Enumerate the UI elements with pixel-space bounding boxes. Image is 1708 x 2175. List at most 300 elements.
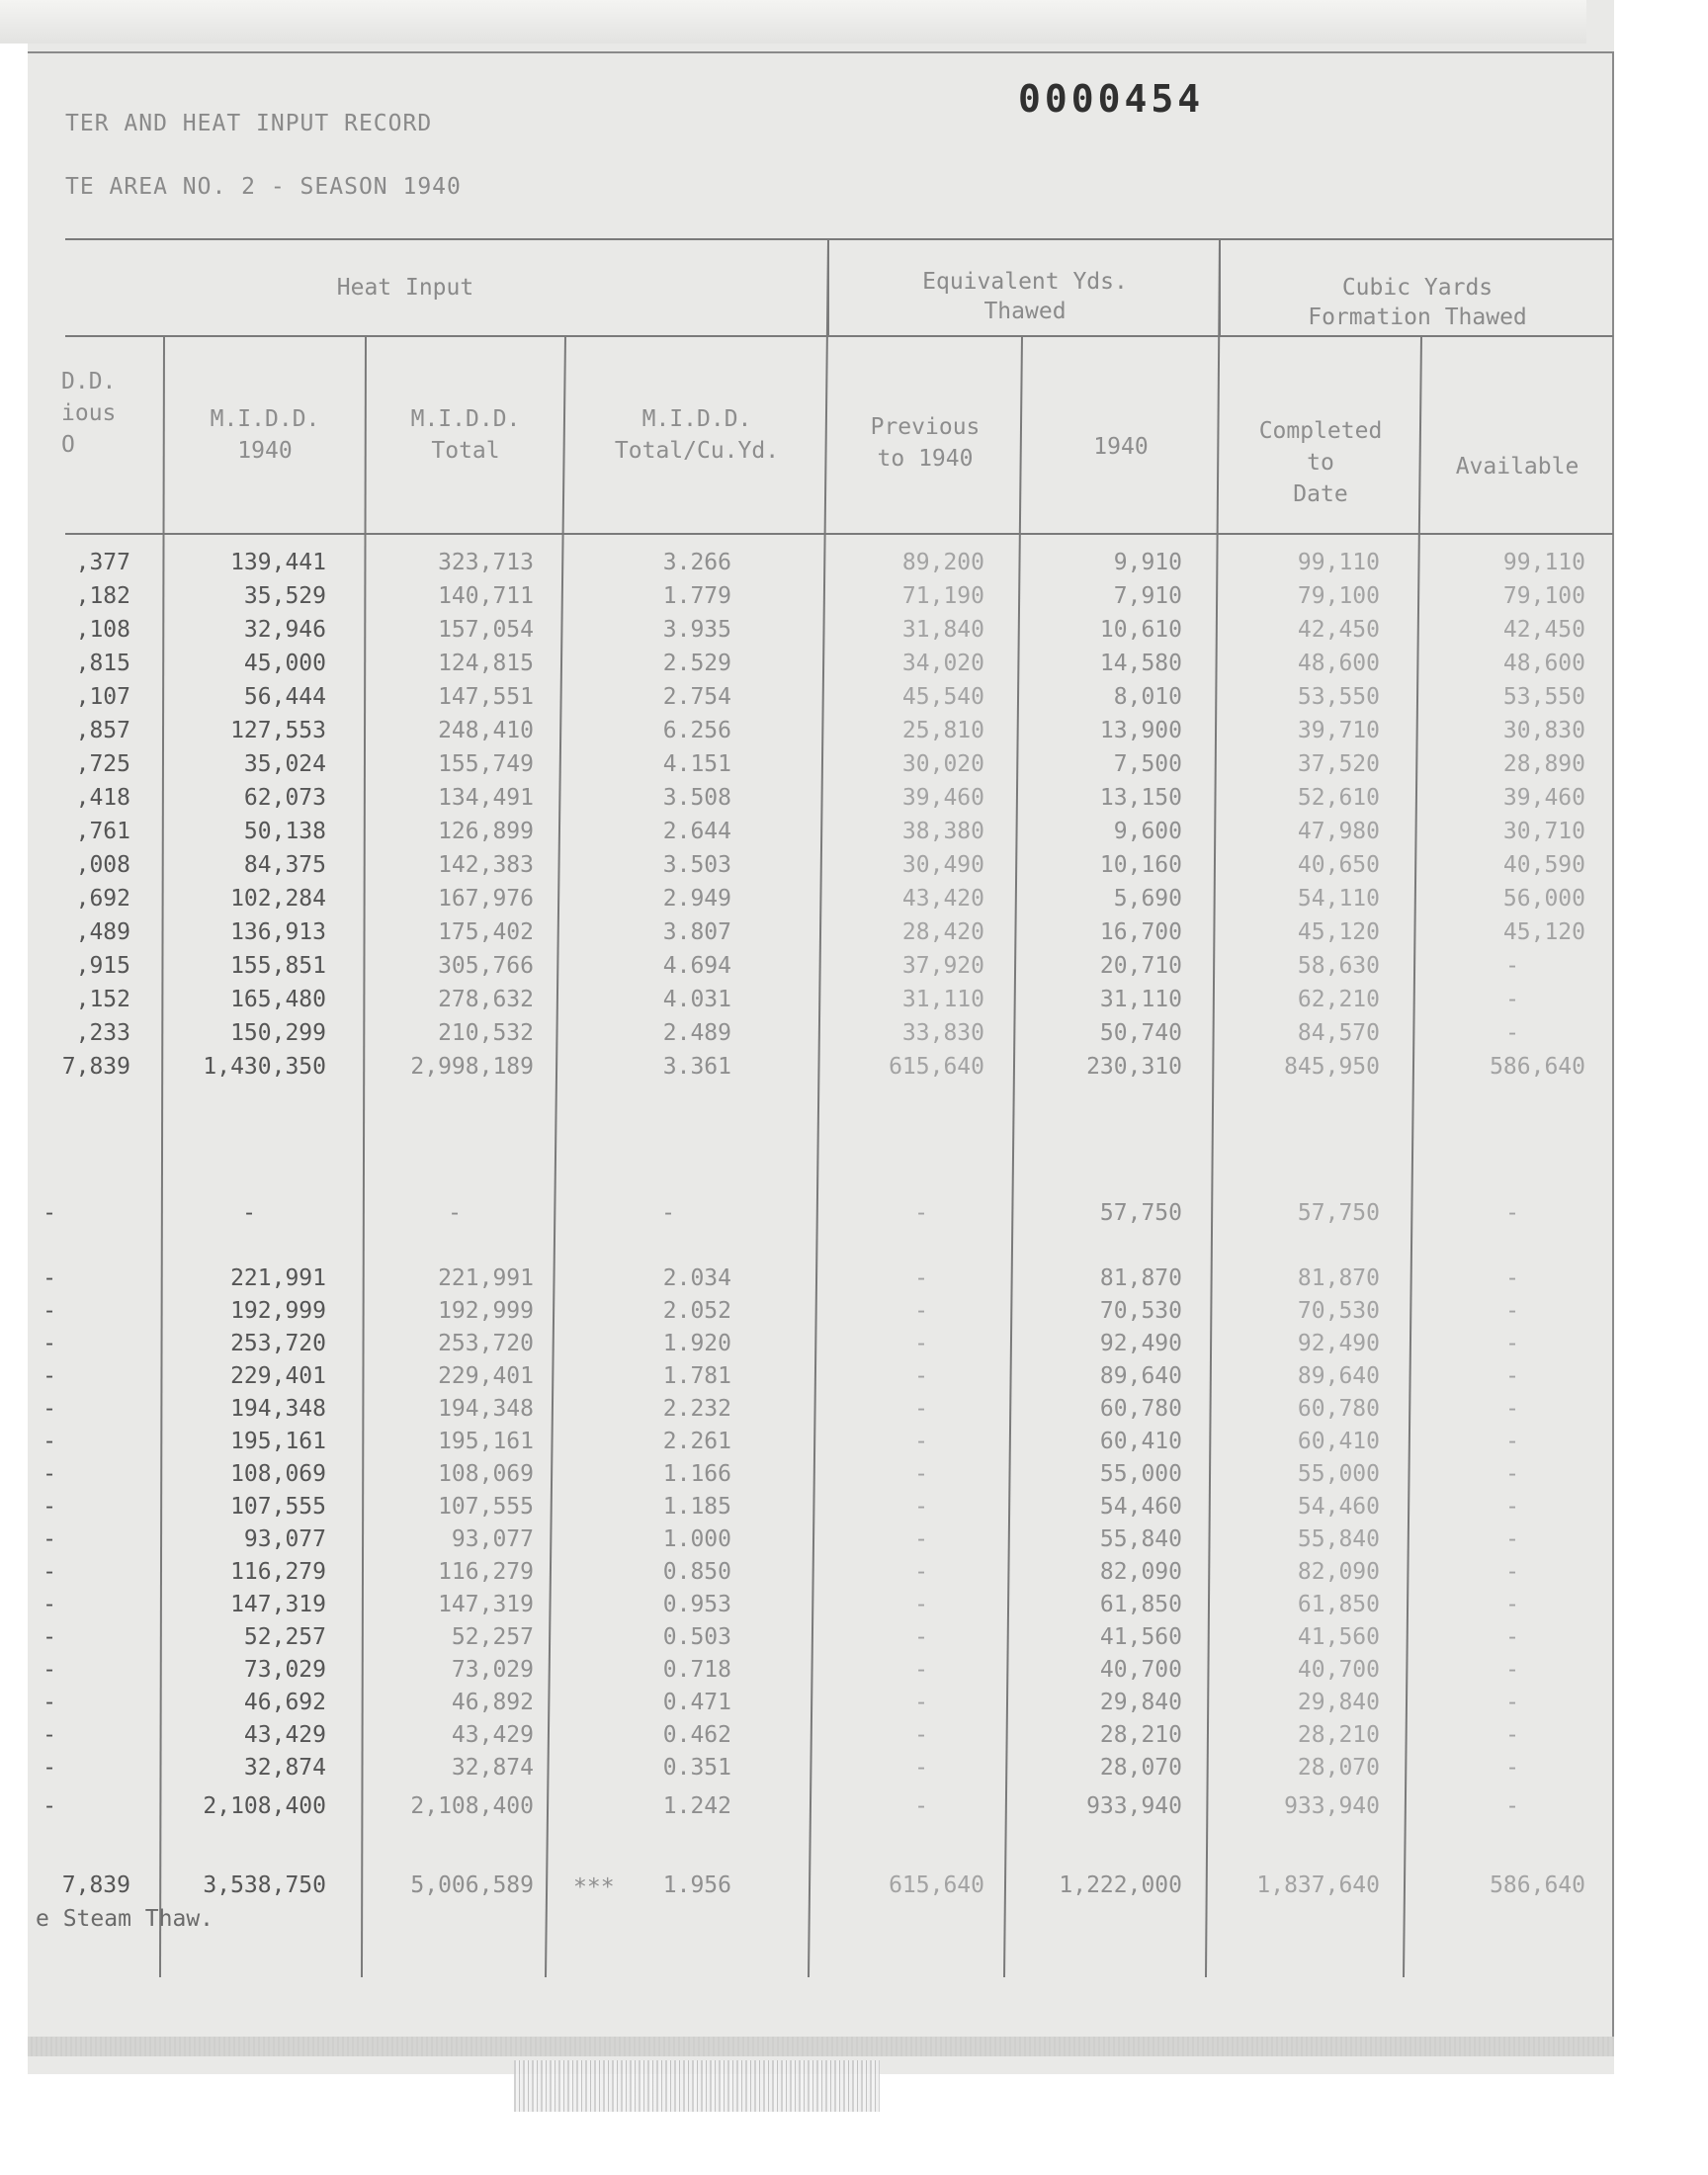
row-b-13-col-4: 0.718 <box>662 1657 731 1683</box>
row-b-7-col-8: - <box>1505 1461 1519 1487</box>
row-a-12-col-3: 175,402 <box>438 919 534 945</box>
subtotal-a-row-col-3: 2,998,189 <box>410 1054 534 1080</box>
row-a-12-col-7: 45,120 <box>1297 919 1380 945</box>
row-a-14-col-1: ,152 <box>75 987 130 1012</box>
row-a-2-col-1: ,182 <box>75 583 130 609</box>
row-b-3-col-7: 92,490 <box>1297 1331 1380 1356</box>
row-a-9-col-3: 126,899 <box>438 819 534 844</box>
row-b-header-col-1: - <box>43 1200 56 1226</box>
row-a-7-col-1: ,725 <box>75 751 130 777</box>
row-b-3-col-3: 253,720 <box>438 1331 534 1356</box>
subtotal-a-row-col-6: 230,310 <box>1086 1054 1182 1080</box>
col-header-previous: D.D. ious O <box>61 369 117 458</box>
subtotal-a-row-col-5: 615,640 <box>889 1054 984 1080</box>
row-a-11-col-8: 56,000 <box>1502 886 1585 912</box>
row-a-1-col-3: 323,713 <box>438 550 534 575</box>
row-a-11-col-1: ,692 <box>75 886 130 912</box>
row-a-10-col-1: ,008 <box>75 852 130 878</box>
row-a-7-col-7: 37,520 <box>1297 751 1380 777</box>
row-a-7-col-4: 4.151 <box>662 751 731 777</box>
row-b-2-col-6: 70,530 <box>1099 1298 1182 1324</box>
row-a-13-col-2: 155,851 <box>230 953 326 979</box>
row-a-10-col-6: 10,160 <box>1099 852 1182 878</box>
row-b-9-col-8: - <box>1505 1526 1519 1552</box>
row-a-4-col-2: 45,000 <box>243 651 326 676</box>
row-b-5-col-7: 60,780 <box>1297 1396 1380 1422</box>
document-number: 0000454 <box>1018 77 1205 121</box>
row-a-11-col-6: 5,690 <box>1113 886 1182 912</box>
col-header-1940: 1940 <box>1093 434 1149 460</box>
subtotal-b-row-col-5: - <box>914 1793 928 1819</box>
row-b-header-col-7: 57,750 <box>1297 1200 1380 1226</box>
row-b-7-col-7: 55,000 <box>1297 1461 1380 1487</box>
row-b-4-col-7: 89,640 <box>1297 1363 1380 1389</box>
row-a-11-col-7: 54,110 <box>1297 886 1380 912</box>
row-b-header-col-6: 57,750 <box>1099 1200 1182 1226</box>
row-a-5-col-8: 53,550 <box>1502 684 1585 710</box>
col-header-mi-per-yard: M.I.D.D. Total/Cu.Yd. <box>614 406 780 464</box>
row-b-13-col-5: - <box>914 1657 928 1683</box>
row-b-16-col-2: 32,874 <box>243 1755 326 1781</box>
row-a-1-col-7: 99,110 <box>1297 550 1380 575</box>
row-a-7-col-8: 28,890 <box>1502 751 1585 777</box>
row-a-15-col-4: 2.489 <box>662 1020 731 1046</box>
row-b-16-col-4: 0.351 <box>662 1755 731 1781</box>
row-b-8-col-8: - <box>1505 1494 1519 1520</box>
row-a-5-col-5: 45,540 <box>901 684 984 710</box>
row-b-8-col-4: 1.185 <box>662 1494 731 1520</box>
row-a-1-col-6: 9,910 <box>1113 550 1182 575</box>
row-b-16-col-1: - <box>43 1755 56 1781</box>
row-b-9-col-4: 1.000 <box>662 1526 731 1552</box>
row-b-header-col-5: - <box>914 1200 928 1226</box>
row-a-3-col-3: 157,054 <box>438 617 534 643</box>
row-a-8-col-3: 134,491 <box>438 785 534 811</box>
group-heat-input: Heat Input <box>336 275 474 301</box>
row-b-5-col-3: 194,348 <box>438 1396 534 1422</box>
row-a-2-col-5: 71,190 <box>901 583 984 609</box>
subtotal-b-row-col-6: 933,940 <box>1086 1793 1182 1819</box>
row-b-14-col-5: - <box>914 1690 928 1715</box>
row-a-4-col-8: 48,600 <box>1502 651 1585 676</box>
grand-total-row-col-2: 3,538,750 <box>203 1872 326 1898</box>
row-b-11-col-5: - <box>914 1592 928 1617</box>
row-b-5-col-4: 2.232 <box>662 1396 731 1422</box>
row-b-13-col-1: - <box>43 1657 56 1683</box>
row-b-9-col-3: 93,077 <box>451 1526 534 1552</box>
row-a-13-col-5: 37,920 <box>901 953 984 979</box>
record-title: TER AND HEAT INPUT RECORD <box>65 111 433 136</box>
grand-total-row-col-8: 586,640 <box>1490 1872 1585 1898</box>
row-b-4-col-2: 229,401 <box>230 1363 326 1389</box>
row-b-1-col-4: 2.034 <box>662 1265 731 1291</box>
row-a-9-col-5: 38,380 <box>901 819 984 844</box>
group-cubic-line-2: Formation Thawed <box>1308 304 1527 330</box>
grand-total-row-col-1: 7,839 <box>61 1872 130 1898</box>
row-a-6-col-2: 127,553 <box>230 718 326 743</box>
row-b-7-col-2: 108,069 <box>230 1461 326 1487</box>
row-a-10-col-3: 142,383 <box>438 852 534 878</box>
row-b-6-col-5: - <box>914 1429 928 1454</box>
row-b-7-col-4: 1.166 <box>662 1461 731 1487</box>
row-b-10-col-2: 116,279 <box>230 1559 326 1585</box>
row-a-10-col-8: 40,590 <box>1502 852 1585 878</box>
row-b-14-col-6: 29,840 <box>1099 1690 1182 1715</box>
row-a-4-col-1: ,815 <box>75 651 130 676</box>
row-b-1-col-6: 81,870 <box>1099 1265 1182 1291</box>
row-a-9-col-1: ,761 <box>75 819 130 844</box>
row-a-9-col-8: 30,710 <box>1502 819 1585 844</box>
row-a-10-col-7: 40,650 <box>1297 852 1380 878</box>
group-equivalent-line-2: Thawed <box>983 299 1067 324</box>
row-b-3-col-5: - <box>914 1331 928 1356</box>
row-b-9-col-1: - <box>43 1526 56 1552</box>
row-a-14-col-8: - <box>1505 987 1519 1012</box>
row-b-11-col-3: 147,319 <box>438 1592 534 1617</box>
row-b-5-col-5: - <box>914 1396 928 1422</box>
row-a-14-col-4: 4.031 <box>662 987 731 1012</box>
row-b-13-col-7: 40,700 <box>1297 1657 1380 1683</box>
row-b-12-col-4: 0.503 <box>662 1624 731 1650</box>
row-b-3-col-8: - <box>1505 1331 1519 1356</box>
row-a-15-col-3: 210,532 <box>438 1020 534 1046</box>
row-b-8-col-3: 107,555 <box>438 1494 534 1520</box>
grand-total-mark: *** <box>573 1874 615 1900</box>
row-a-5-col-3: 147,551 <box>438 684 534 710</box>
row-b-12-col-2: 52,257 <box>243 1624 326 1650</box>
subtotal-b-row-col-4: 1.242 <box>662 1793 731 1819</box>
subtotal-b-row-col-3: 2,108,400 <box>410 1793 534 1819</box>
row-a-11-col-5: 43,420 <box>901 886 984 912</box>
row-a-13-col-7: 58,630 <box>1297 953 1380 979</box>
row-b-10-col-3: 116,279 <box>438 1559 534 1585</box>
row-a-12-col-1: ,489 <box>75 919 130 945</box>
row-b-header-col-8: - <box>1505 1200 1519 1226</box>
subtotal-b-row-col-7: 933,940 <box>1284 1793 1380 1819</box>
bottom-shadow <box>28 2037 1614 2056</box>
row-a-6-col-8: 30,830 <box>1502 718 1585 743</box>
group-cubic-yards <box>1222 273 1613 332</box>
row-b-3-col-2: 253,720 <box>230 1331 326 1356</box>
footnote: e Steam Thaw. <box>36 1906 214 1932</box>
subtotal-a-row-col-7: 845,950 <box>1284 1054 1380 1080</box>
row-b-15-col-1: - <box>43 1722 56 1748</box>
subtotal-a-row-col-1: 7,839 <box>61 1054 130 1080</box>
row-b-10-col-1: - <box>43 1559 56 1585</box>
row-b-11-col-6: 61,850 <box>1099 1592 1182 1617</box>
row-a-1-col-5: 89,200 <box>901 550 984 575</box>
row-b-14-col-1: - <box>43 1690 56 1715</box>
row-a-2-col-4: 1.779 <box>662 583 731 609</box>
row-a-8-col-8: 39,460 <box>1502 785 1585 811</box>
row-a-14-col-2: 165,480 <box>230 987 326 1012</box>
row-b-7-col-6: 55,000 <box>1099 1461 1182 1487</box>
row-b-15-col-8: - <box>1505 1722 1519 1748</box>
row-a-1-col-4: 3.266 <box>662 550 731 575</box>
row-a-7-col-6: 7,500 <box>1113 751 1182 777</box>
row-a-3-col-6: 10,610 <box>1099 617 1182 643</box>
row-b-16-col-8: - <box>1505 1755 1519 1781</box>
row-b-4-col-1: - <box>43 1363 56 1389</box>
record-subtitle: TE AREA NO. 2 - SEASON 1940 <box>65 174 462 200</box>
row-a-2-col-6: 7,910 <box>1113 583 1182 609</box>
row-a-5-col-2: 56,444 <box>243 684 326 710</box>
row-a-13-col-6: 20,710 <box>1099 953 1182 979</box>
row-b-4-col-4: 1.781 <box>662 1363 731 1389</box>
row-a-15-col-6: 50,740 <box>1099 1020 1182 1046</box>
row-b-4-col-6: 89,640 <box>1099 1363 1182 1389</box>
row-b-13-col-3: 73,029 <box>451 1657 534 1683</box>
row-a-5-col-1: ,107 <box>75 684 130 710</box>
row-b-10-col-8: - <box>1505 1559 1519 1585</box>
row-a-9-col-2: 50,138 <box>243 819 326 844</box>
row-b-7-col-5: - <box>914 1461 928 1487</box>
row-b-15-col-6: 28,210 <box>1099 1722 1182 1748</box>
row-b-3-col-1: - <box>43 1331 56 1356</box>
row-b-2-col-2: 192,999 <box>230 1298 326 1324</box>
row-b-1-col-7: 81,870 <box>1297 1265 1380 1291</box>
row-a-9-col-6: 9,600 <box>1113 819 1182 844</box>
row-b-14-col-2: 46,692 <box>243 1690 326 1715</box>
col-header-available: Available <box>1455 454 1580 479</box>
row-b-9-col-2: 93,077 <box>243 1526 326 1552</box>
row-a-14-col-3: 278,632 <box>438 987 534 1012</box>
row-b-11-col-2: 147,319 <box>230 1592 326 1617</box>
row-a-2-col-3: 140,711 <box>438 583 534 609</box>
row-b-4-col-5: - <box>914 1363 928 1389</box>
page-border <box>28 51 1614 2050</box>
row-a-12-col-5: 28,420 <box>901 919 984 945</box>
row-a-15-col-5: 33,830 <box>901 1020 984 1046</box>
row-a-3-col-2: 32,946 <box>243 617 326 643</box>
group-cubic-line-1: Cubic Yards <box>1341 275 1494 301</box>
row-b-13-col-2: 73,029 <box>243 1657 326 1683</box>
col-header-mi-1940: M.I.D.D. 1940 <box>210 406 320 464</box>
row-b-16-col-3: 32,874 <box>451 1755 534 1781</box>
row-b-10-col-4: 0.850 <box>662 1559 731 1585</box>
row-b-11-col-4: 0.953 <box>662 1592 731 1617</box>
col-header-mi-total: M.I.D.D. Total <box>410 406 521 464</box>
row-a-3-col-1: ,108 <box>75 617 130 643</box>
row-b-1-col-1: - <box>43 1265 56 1291</box>
row-a-11-col-4: 2.949 <box>662 886 731 912</box>
row-b-7-col-3: 108,069 <box>438 1461 534 1487</box>
row-a-4-col-7: 48,600 <box>1297 651 1380 676</box>
grand-total-row-col-4: 1.956 <box>662 1872 731 1898</box>
row-b-14-col-8: - <box>1505 1690 1519 1715</box>
row-b-8-col-2: 107,555 <box>230 1494 326 1520</box>
row-a-11-col-3: 167,976 <box>438 886 534 912</box>
row-b-16-col-5: - <box>914 1755 928 1781</box>
row-b-header-col-3: - <box>448 1200 462 1226</box>
row-a-8-col-7: 52,610 <box>1297 785 1380 811</box>
row-b-10-col-6: 82,090 <box>1099 1559 1182 1585</box>
row-b-12-col-1: - <box>43 1624 56 1650</box>
row-b-13-col-8: - <box>1505 1657 1519 1683</box>
row-a-3-col-8: 42,450 <box>1502 617 1585 643</box>
row-b-12-col-6: 41,560 <box>1099 1624 1182 1650</box>
row-a-8-col-1: ,418 <box>75 785 130 811</box>
row-a-9-col-4: 2.644 <box>662 819 731 844</box>
col-header-previous-1940: Previous to 1940 <box>870 414 981 472</box>
row-a-4-col-5: 34,020 <box>901 651 984 676</box>
row-a-12-col-4: 3.807 <box>662 919 731 945</box>
subtotal-b-row-col-8: - <box>1505 1793 1519 1819</box>
row-b-4-col-3: 229,401 <box>438 1363 534 1389</box>
row-a-13-col-1: ,915 <box>75 953 130 979</box>
row-b-11-col-1: - <box>43 1592 56 1617</box>
row-b-8-col-1: - <box>43 1494 56 1520</box>
row-a-5-col-7: 53,550 <box>1297 684 1380 710</box>
row-b-12-col-3: 52,257 <box>451 1624 534 1650</box>
row-a-7-col-5: 30,020 <box>901 751 984 777</box>
row-b-3-col-6: 92,490 <box>1099 1331 1182 1356</box>
row-b-6-col-7: 60,410 <box>1297 1429 1380 1454</box>
group-equivalent-line-1: Equivalent Yds. <box>922 269 1128 295</box>
grand-total-row-col-3: 5,006,589 <box>410 1872 534 1898</box>
row-b-4-col-8: - <box>1505 1363 1519 1389</box>
row-b-9-col-6: 55,840 <box>1099 1526 1182 1552</box>
row-b-15-col-3: 43,429 <box>451 1722 534 1748</box>
row-b-7-col-1: - <box>43 1461 56 1487</box>
row-b-6-col-6: 60,410 <box>1099 1429 1182 1454</box>
row-a-4-col-4: 2.529 <box>662 651 731 676</box>
row-a-6-col-4: 6.256 <box>662 718 731 743</box>
row-b-6-col-2: 195,161 <box>230 1429 326 1454</box>
row-b-1-col-5: - <box>914 1265 928 1291</box>
row-b-2-col-7: 70,530 <box>1297 1298 1380 1324</box>
row-a-12-col-8: 45,120 <box>1502 919 1585 945</box>
row-b-1-col-3: 221,991 <box>438 1265 534 1291</box>
row-b-2-col-3: 192,999 <box>438 1298 534 1324</box>
subtotal-b-row-col-2: 2,108,400 <box>203 1793 326 1819</box>
row-b-5-col-6: 60,780 <box>1099 1396 1182 1422</box>
row-a-8-col-2: 62,073 <box>243 785 326 811</box>
row-a-13-col-3: 305,766 <box>438 953 534 979</box>
row-b-15-col-7: 28,210 <box>1297 1722 1380 1748</box>
row-a-3-col-4: 3.935 <box>662 617 731 643</box>
row-b-2-col-4: 2.052 <box>662 1298 731 1324</box>
grand-total-row-col-5: 615,640 <box>889 1872 984 1898</box>
row-a-12-col-6: 16,700 <box>1099 919 1182 945</box>
row-b-header-col-2: - <box>242 1200 256 1226</box>
row-b-10-col-7: 82,090 <box>1297 1559 1380 1585</box>
row-b-15-col-4: 0.462 <box>662 1722 731 1748</box>
row-a-5-col-4: 2.754 <box>662 684 731 710</box>
row-a-6-col-7: 39,710 <box>1297 718 1380 743</box>
grand-total-row-col-7: 1,837,640 <box>1256 1872 1380 1898</box>
row-a-1-col-8: 99,110 <box>1502 550 1585 575</box>
row-b-3-col-4: 1.920 <box>662 1331 731 1356</box>
paper-fold <box>0 0 1586 44</box>
row-b-11-col-8: - <box>1505 1592 1519 1617</box>
row-a-14-col-6: 31,110 <box>1099 987 1182 1012</box>
row-b-9-col-7: 55,840 <box>1297 1526 1380 1552</box>
row-b-6-col-1: - <box>43 1429 56 1454</box>
row-a-8-col-6: 13,150 <box>1099 785 1182 811</box>
row-a-9-col-7: 47,980 <box>1297 819 1380 844</box>
row-a-10-col-5: 30,490 <box>901 852 984 878</box>
row-a-14-col-7: 62,210 <box>1297 987 1380 1012</box>
row-a-15-col-2: 150,299 <box>230 1020 326 1046</box>
row-a-10-col-4: 3.503 <box>662 852 731 878</box>
row-b-16-col-6: 28,070 <box>1099 1755 1182 1781</box>
row-b-1-col-8: - <box>1505 1265 1519 1291</box>
row-b-14-col-7: 29,840 <box>1297 1690 1380 1715</box>
col-header-completed: Completed to Date <box>1258 418 1383 507</box>
row-b-12-col-7: 41,560 <box>1297 1624 1380 1650</box>
row-b-6-col-3: 195,161 <box>438 1429 534 1454</box>
row-b-12-col-8: - <box>1505 1624 1519 1650</box>
row-a-7-col-3: 155,749 <box>438 751 534 777</box>
row-a-15-col-1: ,233 <box>75 1020 130 1046</box>
row-b-6-col-8: - <box>1505 1429 1519 1454</box>
row-a-12-col-2: 136,913 <box>230 919 326 945</box>
row-a-2-col-8: 79,100 <box>1502 583 1585 609</box>
row-a-15-col-7: 84,570 <box>1297 1020 1380 1046</box>
row-b-10-col-5: - <box>914 1559 928 1585</box>
row-a-5-col-6: 8,010 <box>1113 684 1182 710</box>
row-b-15-col-5: - <box>914 1722 928 1748</box>
row-b-6-col-4: 2.261 <box>662 1429 731 1454</box>
row-b-2-col-1: - <box>43 1298 56 1324</box>
row-a-2-col-7: 79,100 <box>1297 583 1380 609</box>
row-b-2-col-5: - <box>914 1298 928 1324</box>
row-b-5-col-2: 194,348 <box>230 1396 326 1422</box>
subtotal-a-row-col-2: 1,430,350 <box>203 1054 326 1080</box>
row-a-2-col-2: 35,529 <box>243 583 326 609</box>
row-b-8-col-6: 54,460 <box>1099 1494 1182 1520</box>
row-b-14-col-3: 46,892 <box>451 1690 534 1715</box>
row-a-15-col-8: - <box>1505 1020 1519 1046</box>
row-a-6-col-3: 248,410 <box>438 718 534 743</box>
row-a-8-col-4: 3.508 <box>662 785 731 811</box>
row-b-8-col-5: - <box>914 1494 928 1520</box>
row-b-16-col-7: 28,070 <box>1297 1755 1380 1781</box>
row-a-6-col-5: 25,810 <box>901 718 984 743</box>
row-b-8-col-7: 54,460 <box>1297 1494 1380 1520</box>
row-b-14-col-4: 0.471 <box>662 1690 731 1715</box>
group-equivalent-yards <box>830 267 1220 326</box>
row-b-1-col-2: 221,991 <box>230 1265 326 1291</box>
row-a-7-col-2: 35,024 <box>243 751 326 777</box>
row-b-13-col-6: 40,700 <box>1099 1657 1182 1683</box>
subtotal-a-row-col-4: 3.361 <box>662 1054 731 1080</box>
row-b-15-col-2: 43,429 <box>243 1722 326 1748</box>
row-b-5-col-1: - <box>43 1396 56 1422</box>
row-b-5-col-8: - <box>1505 1396 1519 1422</box>
scan-artifact <box>514 2060 880 2112</box>
row-a-14-col-5: 31,110 <box>901 987 984 1012</box>
row-b-header-col-4: - <box>661 1200 675 1226</box>
row-a-10-col-2: 84,375 <box>243 852 326 878</box>
row-b-11-col-7: 61,850 <box>1297 1592 1380 1617</box>
row-a-3-col-7: 42,450 <box>1297 617 1380 643</box>
row-a-13-col-8: - <box>1505 953 1519 979</box>
row-a-8-col-5: 39,460 <box>901 785 984 811</box>
subtotal-a-row-col-8: 586,640 <box>1490 1054 1585 1080</box>
row-a-6-col-6: 13,900 <box>1099 718 1182 743</box>
row-a-1-col-1: ,377 <box>75 550 130 575</box>
row-a-3-col-5: 31,840 <box>901 617 984 643</box>
row-a-4-col-6: 14,580 <box>1099 651 1182 676</box>
row-b-2-col-8: - <box>1505 1298 1519 1324</box>
row-b-9-col-5: - <box>914 1526 928 1552</box>
row-a-11-col-2: 102,284 <box>230 886 326 912</box>
subtotal-b-row-col-1: - <box>43 1793 56 1819</box>
row-b-12-col-5: - <box>914 1624 928 1650</box>
grand-total-row-col-6: 1,222,000 <box>1059 1872 1182 1898</box>
